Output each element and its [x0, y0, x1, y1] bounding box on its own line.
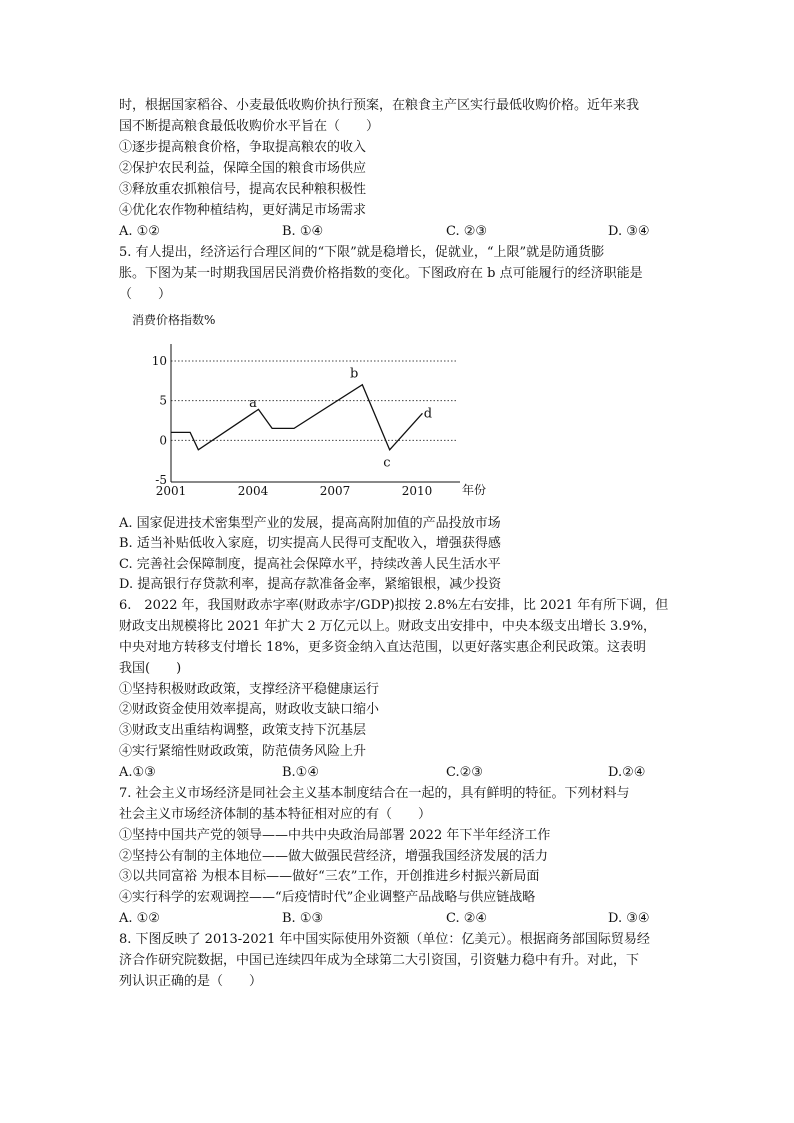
y-tick-label: -5 [155, 473, 167, 487]
q6-statement: ④实行紧缩性财政政策，防范债务风险上升 [119, 744, 367, 759]
q5-stem-line: （ ） [119, 287, 172, 302]
q6-statement: ③财政支出重结构调整，政策支持下沉基层 [119, 723, 367, 738]
q7-statement: ②坚持公有制的主体地位——做大做强民营经济，增强我国经济发展的活力 [119, 849, 549, 864]
q7-statement: ④实行科学的宏观调控——“后疫情时代”企业调整产品战略与供应链战略 [119, 890, 536, 905]
q4-option-d: D. ③④ [608, 224, 650, 239]
point-label-c: c [383, 455, 391, 471]
q4-stem-line: 时，根据国家稻谷、小麦最低收购价执行预案，在粮食主产区实行最低收购价格。近年来我 [119, 98, 640, 113]
x-tick-label: 2007 [319, 484, 351, 498]
q5-stem-line: 胀。下图为某一时期我国居民消费价格指数的变化。下图政府在 b 点可能履行的经济职能是 [119, 266, 643, 281]
y-axis-label: 消费价格指数% [132, 313, 216, 327]
y-tick-label: 10 [151, 353, 167, 368]
q6-option-b: B.①④ [282, 765, 319, 780]
q5-option-d: D. 提高银行存贷款利率，提高存款准备金率，紧缩银根，减少投资 [119, 577, 502, 592]
x-tick-label: 2001 [155, 484, 187, 498]
point-label-a: a [249, 395, 257, 411]
q5-option-c: C. 完善社会保障制度，提高社会保障水平，持续改善人民生活水平 [119, 557, 501, 572]
q6-option-a: A.①③ [119, 765, 156, 780]
q5-option-b: B. 适当补贴低收入家庭，切实提高人民得可支配收入，增强获得感 [119, 536, 501, 551]
q7-stem-line: 社会主义市场经济体制的基本特征相对应的有（ ） [119, 807, 432, 822]
q6-stem-line: 财政支出规模将比 2021 年扩大 2 万亿元以上。财政支出安排中，中央本级支出增长 3.9%， [119, 619, 657, 634]
q5-option-a: A. 国家促进技术密集型产业的发展，提高高附加值的产品投放市场 [119, 516, 501, 531]
q6-stem-line: 6. 2022 年，我国财政赤字率(财政赤字/GDP)拟按 2.8%左右安排，比 2021 年有所下调，但 [119, 598, 669, 613]
q7-option-c: C. ②④ [446, 911, 488, 926]
q7-statement: ①坚持中国共产党的领导——中共中央政治局部署 2022 年下半年经济工作 [119, 828, 551, 843]
y-tick-label: 0 [159, 433, 167, 448]
q4-stem-line: 国不断提高粮食最低收购价水平旨在（ ） [119, 119, 380, 134]
q4-option-a: A. ①② [119, 224, 160, 239]
y-tick-label: 5 [159, 393, 167, 408]
q6-statement: ①坚持积极财政政策，支撑经济平稳健康运行 [119, 682, 380, 697]
x-tick-label: 2010 [401, 484, 433, 498]
q7-stem-line: 7. 社会主义市场经济是同社会主义基本制度结合在一起的，具有鲜明的特征。下列材料与 [119, 786, 630, 801]
q6-statement: ②财政资金使用效率提高，财政收支缺口缩小 [119, 702, 380, 717]
q4-statement: ③释放重农抓粮信号，提高农民种粮积极性 [119, 182, 367, 197]
cpi-line-chart [128, 308, 498, 508]
q7-option-b: B. ①③ [282, 911, 324, 926]
q6-stem-line: 中央对地方转移支付增长 18%，更多资金纳入直达范围，以更好落实惠企利民政策。这表明 [119, 640, 647, 655]
q7-statement: ③以共同富裕 为根本目标——做好“三农”工作，开创推进乡村振兴新局面 [119, 869, 540, 884]
q4-option-c: C. ②③ [446, 224, 488, 239]
q6-stem-line: 我国( ) [119, 661, 182, 676]
q8-stem-line: 列认识正确的是（ ） [119, 974, 263, 989]
q6-option-c: C.②③ [446, 765, 483, 780]
q4-statement: ④优化农作物种植结构，更好满足市场需求 [119, 203, 367, 218]
q6-option-d: D.②④ [608, 765, 646, 780]
q8-stem-line: 济合作研究院数据，中国已连续四年成为全球第二大引资国，引资魅力稳中有升。对此，下 [119, 953, 640, 968]
point-label-b: b [349, 366, 359, 382]
q5-stem-line: 5. 有人提出，经济运行合理区间的“下限”就是稳增长，促就业，“上限”就是防通货膨 [119, 245, 605, 260]
q4-statement: ②保护农民利益，保障全国的粮食市场供应 [119, 161, 367, 176]
q8-stem-line: 8. 下图反映了 2013-2021 年中国实际使用外资额（单位：亿美元）。根据商务部国际贸易经 [119, 932, 650, 947]
q7-option-d: D. ③④ [608, 911, 650, 926]
q7-option-a: A. ①② [119, 911, 160, 926]
point-label-d: d [423, 406, 433, 422]
q4-option-b: B. ①④ [282, 224, 324, 239]
x-axis-label: 年份 [462, 483, 487, 497]
x-tick-label: 2004 [237, 484, 269, 498]
q4-statement: ①逐步提高粮食价格，争取提高粮农的收入 [119, 140, 367, 155]
